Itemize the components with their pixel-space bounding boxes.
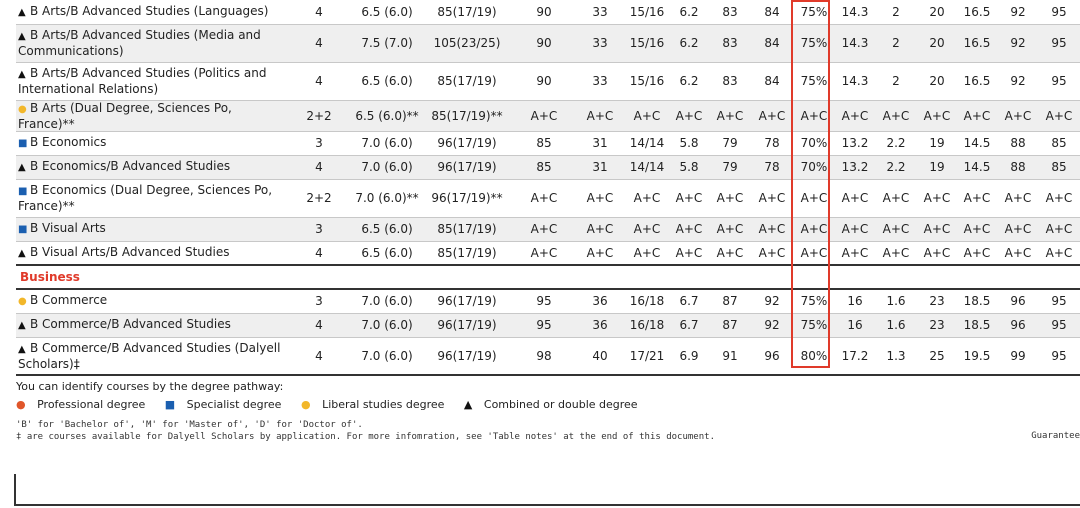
value-cell: 83 [708, 62, 752, 100]
value-cell: 40 [576, 337, 624, 375]
value-cell: A+C [956, 179, 998, 217]
value-cell: 2.2 [874, 131, 918, 155]
value-cell: 6.7 [670, 313, 708, 337]
value-cell: 6.7 [670, 289, 708, 313]
value-cell: 2 [874, 24, 918, 62]
value-cell: A+C [918, 179, 956, 217]
value-cell: 15/16 [624, 0, 670, 24]
value-cell: 88 [998, 131, 1038, 155]
value-cell: A+C [512, 179, 576, 217]
value-cell: 7.0 (6.0) [352, 289, 422, 313]
value-cell: A+C [708, 217, 752, 241]
value-cell: A+C [624, 217, 670, 241]
empty-cell [998, 265, 1038, 289]
value-cell: 6.5 (6.0) [352, 0, 422, 24]
value-cell: A+C [576, 241, 624, 265]
value-cell: 13.2 [836, 131, 874, 155]
value-cell: 96(17/19) [422, 131, 512, 155]
value-cell: 90 [512, 62, 576, 100]
value-cell: 90 [512, 0, 576, 24]
value-cell: 3 [286, 131, 352, 155]
course-name: B Arts (Dual Degree, Sciences Po, France)** [18, 100, 232, 131]
course-name-cell [16, 337, 286, 375]
empty-cell [1038, 265, 1080, 289]
value-cell: 2 [874, 0, 918, 24]
value-cell: 2.2 [874, 155, 918, 179]
value-cell: A+C [836, 179, 874, 217]
value-cell: 17.2 [836, 337, 874, 375]
value-cell: 31 [576, 131, 624, 155]
value-cell: 92 [998, 0, 1038, 24]
course-name: B Arts/B Advanced Studies (Politics and International Relations) [18, 66, 267, 96]
legend-title: You can identify courses by the degree pathway: [16, 380, 284, 393]
value-cell: 98 [512, 337, 576, 375]
empty-cell [918, 265, 956, 289]
value-cell: 105(23/25) [422, 24, 512, 62]
value-cell: 92 [998, 24, 1038, 62]
value-cell: 6.2 [670, 0, 708, 24]
value-cell: 14.3 [836, 0, 874, 24]
empty-cell [708, 265, 752, 289]
value-cell: 36 [576, 289, 624, 313]
value-cell: A+C [918, 217, 956, 241]
course-name-cell [16, 217, 286, 241]
value-cell: 95 [512, 289, 576, 313]
value-cell: A+C [752, 241, 792, 265]
value-cell: A+C [752, 179, 792, 217]
value-cell: 90 [512, 24, 576, 62]
specialist-square-icon: ■ [18, 186, 28, 197]
value-cell: 13.2 [836, 155, 874, 179]
value-cell: 16.5 [956, 0, 998, 24]
value-cell: A+C [836, 100, 874, 131]
admissions-table-wrap [16, 0, 1080, 376]
empty-cell [836, 265, 874, 289]
value-cell: 83 [708, 0, 752, 24]
empty-cell [874, 265, 918, 289]
value-cell: 96 [998, 289, 1038, 313]
course-name-cell [16, 289, 286, 313]
value-cell: 4 [286, 241, 352, 265]
value-cell: A+C [874, 100, 918, 131]
course-name: B Economics (Dual Degree, Sciences Po, France)** [18, 183, 273, 213]
value-cell: 19.5 [956, 337, 998, 375]
value-cell: 6.5 (6.0) [352, 241, 422, 265]
table-row [16, 289, 1080, 313]
empty-cell [512, 265, 576, 289]
value-cell: 1.3 [874, 337, 918, 375]
table-row [16, 62, 1080, 100]
value-cell: 14/14 [624, 155, 670, 179]
value-cell: A+C [708, 241, 752, 265]
course-name-cell [16, 131, 286, 155]
value-cell: 95 [1038, 24, 1080, 62]
value-cell: 4 [286, 0, 352, 24]
empty-cell [352, 265, 422, 289]
value-cell: 5.8 [670, 155, 708, 179]
value-cell: 80% [792, 337, 836, 375]
liberal-dot-icon: ● [18, 296, 27, 308]
value-cell: 95 [1038, 289, 1080, 313]
value-cell: 92 [752, 289, 792, 313]
combined-triangle-icon: ▲ [18, 343, 26, 355]
value-cell: 33 [576, 0, 624, 24]
value-cell: A+C [512, 100, 576, 131]
table-row [16, 241, 1080, 265]
value-cell: A+C [670, 241, 708, 265]
value-cell: 1.6 [874, 289, 918, 313]
value-cell: 96(17/19) [422, 155, 512, 179]
table-row [16, 313, 1080, 337]
value-cell: 4 [286, 155, 352, 179]
course-name-cell [16, 179, 286, 217]
liberal-dot-icon: ● [300, 398, 311, 411]
empty-cell [956, 265, 998, 289]
combined-triangle-icon: ▲ [18, 247, 26, 259]
value-cell: 5.8 [670, 131, 708, 155]
value-cell: 7.5 (7.0) [352, 24, 422, 62]
course-name: B Commerce/B Advanced Studies [30, 317, 231, 331]
value-cell: 20 [918, 0, 956, 24]
course-name: B Commerce/B Advanced Studies (Dalyell Scholars)‡ [18, 340, 281, 371]
value-cell: 33 [576, 62, 624, 100]
legend-liberal: ● Liberal studies degree [300, 398, 445, 411]
guarantee-label: Guarantee [1031, 431, 1080, 441]
value-cell: A+C [752, 100, 792, 131]
value-cell: 6.2 [670, 24, 708, 62]
value-cell: 2+2 [286, 100, 352, 131]
value-cell: 16/18 [624, 289, 670, 313]
value-cell: 99 [998, 337, 1038, 375]
value-cell: A+C [998, 217, 1038, 241]
value-cell: A+C [708, 179, 752, 217]
empty-cell [576, 265, 624, 289]
legend-professional: ● Professional degree [16, 398, 146, 411]
value-cell: 88 [998, 155, 1038, 179]
value-cell: 95 [1038, 337, 1080, 375]
specialist-square-icon: ■ [18, 138, 28, 149]
value-cell: A+C [576, 179, 624, 217]
value-cell: 16.5 [956, 24, 998, 62]
value-cell: 79 [708, 155, 752, 179]
combined-triangle-icon: ▲ [18, 31, 26, 42]
value-cell: 7.0 (6.0) [352, 313, 422, 337]
note-dalyell: ‡ are courses available for Dalyell Scholars by application. For more infomration, see 'Table notes' at the end of this document. [16, 432, 715, 442]
value-cell: 15/16 [624, 62, 670, 100]
value-cell: 96 [752, 337, 792, 375]
value-cell: 92 [998, 62, 1038, 100]
value-cell: A+C [956, 241, 998, 265]
value-cell: A+C [576, 100, 624, 131]
value-cell: 83 [708, 24, 752, 62]
value-cell: 85 [1038, 131, 1080, 155]
liberal-dot-icon: ● [18, 103, 27, 115]
course-name-cell [16, 155, 286, 179]
value-cell: 70% [792, 155, 836, 179]
value-cell: 14.3 [836, 62, 874, 100]
course-name: B Visual Arts [30, 221, 106, 235]
course-name: B Economics [30, 135, 107, 149]
table-row [16, 24, 1080, 62]
course-name-cell [16, 24, 286, 62]
value-cell: 96(17/19) [422, 313, 512, 337]
value-cell: 16 [836, 289, 874, 313]
combined-triangle-icon: ▲ [463, 398, 473, 411]
value-cell: A+C [792, 241, 836, 265]
value-cell: 6.5 (6.0) [352, 217, 422, 241]
value-cell: 78 [752, 131, 792, 155]
value-cell: 3 [286, 289, 352, 313]
value-cell: 16 [836, 313, 874, 337]
course-name: B Arts/B Advanced Studies (Languages) [30, 3, 269, 18]
empty-cell [422, 265, 512, 289]
value-cell: 14.3 [836, 24, 874, 62]
empty-cell [624, 265, 670, 289]
course-name: B Commerce [30, 293, 108, 308]
value-cell: 85(17/19) [422, 217, 512, 241]
table-row [16, 337, 1080, 375]
empty-cell [286, 265, 352, 289]
value-cell: A+C [792, 217, 836, 241]
value-cell: 2+2 [286, 179, 352, 217]
value-cell: A+C [624, 241, 670, 265]
value-cell: A+C [576, 217, 624, 241]
value-cell: 96(17/19) [422, 289, 512, 313]
combined-triangle-icon: ▲ [18, 320, 26, 331]
value-cell: 75% [792, 24, 836, 62]
value-cell: 23 [918, 313, 956, 337]
value-cell: 85(17/19) [422, 0, 512, 24]
value-cell: 78 [752, 155, 792, 179]
value-cell: A+C [998, 241, 1038, 265]
combined-triangle-icon: ▲ [18, 6, 26, 18]
value-cell: 84 [752, 0, 792, 24]
value-cell: 15/16 [624, 24, 670, 62]
value-cell: A+C [670, 100, 708, 131]
table-row [16, 179, 1080, 217]
legend [16, 378, 654, 414]
section-title: Business [16, 265, 286, 289]
value-cell: A+C [874, 179, 918, 217]
value-cell: 14.5 [956, 155, 998, 179]
value-cell: 1.6 [874, 313, 918, 337]
table-row [16, 100, 1080, 131]
value-cell: A+C [998, 179, 1038, 217]
value-cell: A+C [512, 217, 576, 241]
value-cell: A+C [918, 100, 956, 131]
value-cell: A+C [918, 241, 956, 265]
combined-triangle-icon: ▲ [18, 69, 26, 80]
note-abbreviations: 'B' for 'Bachelor of', 'M' for 'Master of', 'D' for 'Doctor of'. [16, 420, 363, 430]
value-cell: A+C [670, 217, 708, 241]
value-cell: 19 [918, 155, 956, 179]
value-cell: A+C [624, 179, 670, 217]
legend-specialist: ■ Specialist degree [164, 398, 282, 411]
specialist-square-icon: ■ [164, 398, 176, 411]
course-name-cell [16, 0, 286, 24]
value-cell: 87 [708, 313, 752, 337]
legend-combined: ▲ Combined or double degree [463, 398, 638, 411]
value-cell: A+C [708, 100, 752, 131]
value-cell: A+C [998, 100, 1038, 131]
value-cell: 75% [792, 289, 836, 313]
empty-cell [792, 265, 836, 289]
value-cell: A+C [836, 241, 874, 265]
empty-cell [670, 265, 708, 289]
value-cell: 14/14 [624, 131, 670, 155]
value-cell: 70% [792, 131, 836, 155]
value-cell: 84 [752, 62, 792, 100]
value-cell: A+C [792, 100, 836, 131]
course-name-cell [16, 241, 286, 265]
value-cell: 95 [512, 313, 576, 337]
value-cell: 19 [918, 131, 956, 155]
value-cell: 75% [792, 62, 836, 100]
value-cell: 20 [918, 62, 956, 100]
value-cell: 4 [286, 337, 352, 375]
value-cell: A+C [874, 217, 918, 241]
value-cell: 33 [576, 24, 624, 62]
value-cell: A+C [1038, 100, 1080, 131]
table-row [16, 131, 1080, 155]
value-cell: 6.9 [670, 337, 708, 375]
table-row [16, 217, 1080, 241]
value-cell: 4 [286, 62, 352, 100]
value-cell: A+C [1038, 179, 1080, 217]
value-cell: 31 [576, 155, 624, 179]
value-cell: 6.5 (6.0) [352, 62, 422, 100]
bottom-rule [14, 504, 1080, 506]
table-notes [16, 419, 715, 443]
value-cell: 16.5 [956, 62, 998, 100]
course-name-cell [16, 62, 286, 100]
value-cell: A+C [752, 217, 792, 241]
value-cell: 85(17/19) [422, 241, 512, 265]
value-cell: 96(17/19)** [422, 179, 512, 217]
value-cell: 18.5 [956, 313, 998, 337]
table-row [16, 155, 1080, 179]
value-cell: 6.2 [670, 62, 708, 100]
value-cell: A+C [956, 100, 998, 131]
value-cell: A+C [1038, 241, 1080, 265]
value-cell: 87 [708, 289, 752, 313]
combined-triangle-icon: ▲ [18, 162, 26, 173]
value-cell: 96(17/19) [422, 337, 512, 375]
course-name: B Economics/B Advanced Studies [30, 159, 231, 173]
value-cell: 20 [918, 24, 956, 62]
specialist-square-icon: ■ [18, 224, 28, 235]
value-cell: 7.0 (6.0)** [352, 179, 422, 217]
value-cell: 85(17/19) [422, 62, 512, 100]
value-cell: 95 [1038, 0, 1080, 24]
value-cell: 84 [752, 24, 792, 62]
value-cell: 75% [792, 0, 836, 24]
value-cell: 16/18 [624, 313, 670, 337]
empty-cell [752, 265, 792, 289]
course-name-cell [16, 313, 286, 337]
value-cell: 91 [708, 337, 752, 375]
section-header-business [16, 265, 1080, 289]
value-cell: 96 [998, 313, 1038, 337]
value-cell: 85 [512, 131, 576, 155]
value-cell: 6.5 (6.0)** [352, 100, 422, 131]
value-cell: 95 [1038, 313, 1080, 337]
value-cell: 92 [752, 313, 792, 337]
value-cell: 95 [1038, 62, 1080, 100]
course-name: B Visual Arts/B Advanced Studies [30, 244, 230, 259]
value-cell: 7.0 (6.0) [352, 155, 422, 179]
value-cell: 36 [576, 313, 624, 337]
value-cell: 75% [792, 313, 836, 337]
value-cell: 25 [918, 337, 956, 375]
course-name-cell [16, 100, 286, 131]
value-cell: 85 [1038, 155, 1080, 179]
value-cell: 4 [286, 313, 352, 337]
value-cell: 2 [874, 62, 918, 100]
value-cell: 14.5 [956, 131, 998, 155]
value-cell: A+C [956, 217, 998, 241]
value-cell: A+C [1038, 217, 1080, 241]
table-row [16, 0, 1080, 24]
value-cell: A+C [670, 179, 708, 217]
value-cell: 7.0 (6.0) [352, 337, 422, 375]
admissions-table [16, 0, 1080, 376]
value-cell: 3 [286, 217, 352, 241]
value-cell: 85(17/19)** [422, 100, 512, 131]
value-cell: 18.5 [956, 289, 998, 313]
value-cell: 7.0 (6.0) [352, 131, 422, 155]
professional-dot-icon: ● [16, 398, 26, 411]
value-cell: 17/21 [624, 337, 670, 375]
course-name: B Arts/B Advanced Studies (Media and Communications) [18, 28, 261, 58]
value-cell: A+C [624, 100, 670, 131]
value-cell: A+C [792, 179, 836, 217]
value-cell: A+C [874, 241, 918, 265]
value-cell: 85 [512, 155, 576, 179]
value-cell: 79 [708, 131, 752, 155]
value-cell: 4 [286, 24, 352, 62]
cursor-bar [14, 474, 16, 506]
value-cell: A+C [836, 217, 874, 241]
value-cell: A+C [512, 241, 576, 265]
value-cell: 23 [918, 289, 956, 313]
